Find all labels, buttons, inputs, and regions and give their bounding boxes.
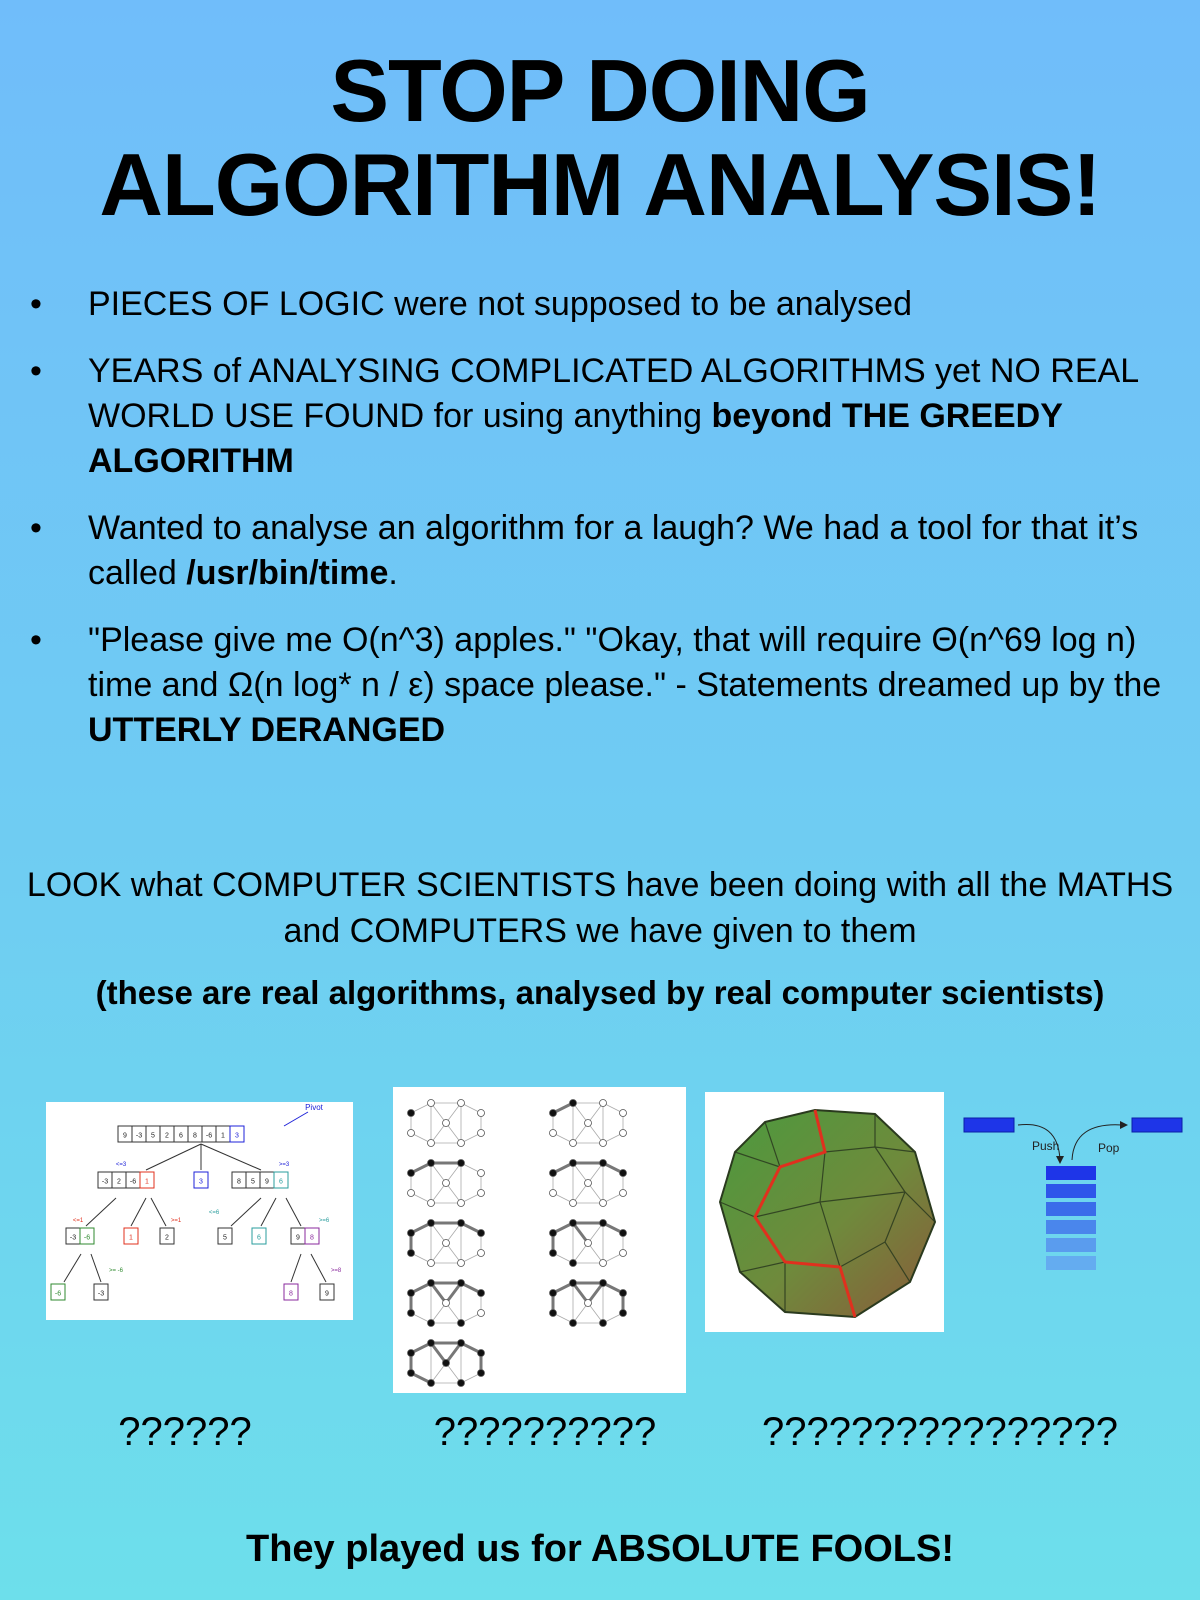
- mst-node: [585, 1120, 592, 1127]
- mst-node: [600, 1160, 607, 1167]
- array-cell-value: 8: [193, 1132, 197, 1140]
- bullet-bold-text: beyond THE GREEDY ALGORITHM: [88, 397, 1063, 480]
- mst-node: [428, 1160, 435, 1167]
- mst-node: [600, 1100, 607, 1107]
- push-block: [964, 1118, 1014, 1132]
- array-cell-value: 2: [165, 1234, 169, 1242]
- mst-node: [443, 1240, 450, 1247]
- mst-node: [443, 1120, 450, 1127]
- mst-node: [620, 1190, 627, 1197]
- mst-node: [600, 1220, 607, 1227]
- mst-step: [550, 1100, 627, 1147]
- mst-node: [428, 1320, 435, 1327]
- mst-node: [428, 1100, 435, 1107]
- mst-node: [478, 1310, 485, 1317]
- pivot-arrow: [284, 1112, 308, 1126]
- mst-node: [408, 1190, 415, 1197]
- array-cell-value: 9: [123, 1132, 127, 1140]
- mst-node: [458, 1200, 465, 1207]
- look-caption: LOOK what COMPUTER SCIENTISTS have been doing with all the MATHS and COMPUTERS we have given to them: [26, 866, 1174, 950]
- mst-node: [478, 1350, 485, 1357]
- mst-node: [408, 1350, 415, 1357]
- array-cell-value: -3: [69, 1234, 77, 1242]
- array-cell-value: 1: [129, 1234, 133, 1242]
- bullet-text-after: .: [388, 554, 398, 592]
- mst-node: [570, 1100, 577, 1107]
- bullet-item: [30, 282, 1170, 327]
- mst-node: [458, 1100, 465, 1107]
- bullet-item: [30, 349, 1170, 484]
- rrr-partition-label: >=8: [330, 1268, 342, 1274]
- mst-node: [570, 1260, 577, 1267]
- mst-node: [570, 1280, 577, 1287]
- mst-node: [428, 1140, 435, 1147]
- stack-element: [1046, 1184, 1096, 1198]
- mst-node: [443, 1180, 450, 1187]
- polyhedron-body: [720, 1110, 935, 1317]
- poster-title: [0, 41, 1200, 234]
- mst-node: [428, 1340, 435, 1347]
- mst-node: [458, 1160, 465, 1167]
- mst-node: [408, 1370, 415, 1377]
- bullet-item: [30, 618, 1170, 753]
- mst-node: [428, 1200, 435, 1207]
- stack-element: [1046, 1166, 1096, 1180]
- rl-partition-label: <=6: [208, 1210, 220, 1216]
- array-cell-value: 6: [179, 1132, 183, 1140]
- bullet-bold-text: UTTERLY DERANGED: [88, 711, 446, 749]
- array-cell-value: 3: [199, 1178, 203, 1186]
- array-cell-value: -3: [97, 1290, 105, 1298]
- mst-node: [443, 1360, 450, 1367]
- mst-node: [478, 1230, 485, 1237]
- mst-node: [408, 1110, 415, 1117]
- mst-node: [458, 1380, 465, 1387]
- mst-node: [478, 1110, 485, 1117]
- array-cell-value: 2: [165, 1132, 169, 1140]
- mst-node: [620, 1250, 627, 1257]
- right-partition-label: >=3: [278, 1162, 290, 1168]
- mst-node: [458, 1340, 465, 1347]
- mst-node: [570, 1200, 577, 1207]
- footer-tagline: They played us for ABSOLUTE FOOLS!: [246, 1528, 954, 1570]
- mst-node: [585, 1180, 592, 1187]
- left-partition-label: <=3: [115, 1162, 127, 1168]
- array-cell-value: -3: [135, 1132, 143, 1140]
- stack-svg: [962, 1108, 1184, 1328]
- mst-node: [585, 1240, 592, 1247]
- mst-node: [620, 1310, 627, 1317]
- rr-partition-label: >=6: [318, 1218, 330, 1224]
- real-algorithms-caption: (these are real algorithms, analysed by real computer scientists): [95, 974, 1105, 1011]
- mst-node: [408, 1230, 415, 1237]
- mst-node: [550, 1190, 557, 1197]
- mst-step: [550, 1160, 627, 1207]
- array-cell-value: -3: [101, 1178, 109, 1186]
- stack-element: [1046, 1238, 1096, 1252]
- quicksort-diagram: [46, 1102, 353, 1320]
- polyhedron-image: [705, 1092, 944, 1332]
- array-cell-value: -6: [205, 1132, 213, 1140]
- array-cell-value: -6: [129, 1178, 137, 1186]
- array-cell-value: 9: [325, 1290, 329, 1298]
- bullet-bold-text: /usr/bin/time: [186, 554, 389, 592]
- array-cell-value: 6: [257, 1234, 261, 1242]
- stack-diagram: [962, 1108, 1184, 1328]
- bullet-dot: •: [30, 509, 42, 547]
- array-cell-value: -6: [54, 1290, 62, 1298]
- mst-step: [408, 1220, 485, 1267]
- mst-node: [478, 1250, 485, 1257]
- mst-node: [458, 1280, 465, 1287]
- mst-node: [620, 1170, 627, 1177]
- bullet-dot: •: [30, 621, 42, 659]
- mst-node: [620, 1130, 627, 1137]
- mst-node: [478, 1190, 485, 1197]
- mst-node: [428, 1220, 435, 1227]
- mst-node: [458, 1220, 465, 1227]
- mst-node: [458, 1320, 465, 1327]
- mst-node: [408, 1290, 415, 1297]
- mst-step: [408, 1100, 485, 1147]
- array-cell-value: 8: [289, 1290, 293, 1298]
- ll-partition-label: <=1: [72, 1218, 84, 1224]
- mst-node: [550, 1230, 557, 1237]
- mst-node: [600, 1200, 607, 1207]
- mst-node: [428, 1380, 435, 1387]
- array-cell-value: 8: [237, 1178, 241, 1186]
- mst-node: [600, 1280, 607, 1287]
- pop-arrowhead: [1120, 1121, 1128, 1129]
- array-cell-value: 5: [151, 1132, 155, 1140]
- quicksort-svg: [46, 1102, 353, 1320]
- mst-node: [478, 1370, 485, 1377]
- polyhedron-svg: [705, 1092, 944, 1332]
- mst-node: [458, 1140, 465, 1147]
- mst-node: [600, 1140, 607, 1147]
- mst-node: [570, 1140, 577, 1147]
- lr-partition-label: >=1: [170, 1218, 182, 1224]
- pop-block: [1132, 1118, 1182, 1132]
- mst-node: [570, 1320, 577, 1327]
- array-cell-value: 1: [221, 1132, 225, 1140]
- mst-node: [408, 1310, 415, 1317]
- mst-step: [408, 1280, 485, 1327]
- mst-node: [570, 1160, 577, 1167]
- mst-node: [550, 1310, 557, 1317]
- mst-step: [408, 1340, 485, 1387]
- mst-node: [408, 1250, 415, 1257]
- bullet-item: [30, 506, 1170, 596]
- mst-node: [550, 1170, 557, 1177]
- array-cell-value: 5: [251, 1178, 255, 1186]
- bullet-text: PIECES OF LOGIC were not supposed to be analysed: [88, 285, 912, 323]
- mst-node: [600, 1260, 607, 1267]
- array-cell-value: -6: [83, 1234, 91, 1242]
- question-marks-1: ??????: [118, 1410, 252, 1454]
- title-line-1: STOP DOING: [330, 41, 870, 140]
- mst-step: [550, 1280, 627, 1327]
- mst-node: [550, 1110, 557, 1117]
- array-cell-value: 6: [279, 1178, 283, 1186]
- stack-element: [1046, 1256, 1096, 1270]
- mst-node: [458, 1260, 465, 1267]
- mst-node: [478, 1170, 485, 1177]
- array-cell-value: 9: [265, 1178, 269, 1186]
- mst-node: [478, 1130, 485, 1137]
- mst-node: [600, 1320, 607, 1327]
- push-label: Push: [1032, 1139, 1060, 1153]
- mst-node: [408, 1170, 415, 1177]
- root-array: [118, 1126, 244, 1142]
- stack-element: [1046, 1202, 1096, 1216]
- array-cell-value: 9: [296, 1234, 300, 1242]
- title-line-2: ALGORITHM ANALYSIS!: [99, 135, 1101, 234]
- mst-node: [443, 1300, 450, 1307]
- pop-label: Pop: [1098, 1141, 1120, 1155]
- array-cell-value: 1: [145, 1178, 149, 1186]
- lll-partition-label: >= -6: [108, 1268, 124, 1274]
- mst-steps-diagram: [393, 1087, 686, 1393]
- mst-node: [550, 1130, 557, 1137]
- question-marks-2: ??????????: [433, 1410, 657, 1454]
- mst-node: [428, 1260, 435, 1267]
- bullet-dot: •: [30, 352, 42, 390]
- question-marks-3: ????????????????: [762, 1410, 1118, 1454]
- mst-node: [620, 1290, 627, 1297]
- mst-node: [550, 1250, 557, 1257]
- bullet-list: [30, 282, 1170, 775]
- bullet-text: YEARS of ANALYSING COMPLICATED ALGORITHMS yet NO REAL WORLD USE FOUND for using anything: [88, 352, 1138, 435]
- mst-node: [620, 1110, 627, 1117]
- bullet-text: "Please give me O(n^3) apples." "Okay, that will require Θ(n^69 log n) time and Ω(n log* n / ε) space please." - Statements dreamed up by the: [88, 621, 1162, 704]
- mst-svg: [393, 1087, 686, 1393]
- bullet-text: Wanted to analyse an algorithm for a laugh? We had a tool for that it’s called: [88, 509, 1139, 592]
- pivot-label: Pivot: [305, 1103, 323, 1112]
- stack-element: [1046, 1220, 1096, 1234]
- mst-node: [408, 1130, 415, 1137]
- mst-node: [620, 1230, 627, 1237]
- array-cell-value: 5: [223, 1234, 227, 1242]
- mst-step: [408, 1160, 485, 1207]
- bullet-dot: •: [30, 285, 42, 323]
- array-cell-value: 8: [310, 1234, 314, 1242]
- mst-node: [585, 1300, 592, 1307]
- array-cell-value: 3: [235, 1132, 239, 1140]
- mst-node: [428, 1280, 435, 1287]
- mst-node: [478, 1290, 485, 1297]
- array-cell-value: 2: [117, 1178, 121, 1186]
- mst-step: [550, 1220, 627, 1267]
- push-arrowhead: [1056, 1156, 1064, 1164]
- mst-node: [570, 1220, 577, 1227]
- mst-node: [550, 1290, 557, 1297]
